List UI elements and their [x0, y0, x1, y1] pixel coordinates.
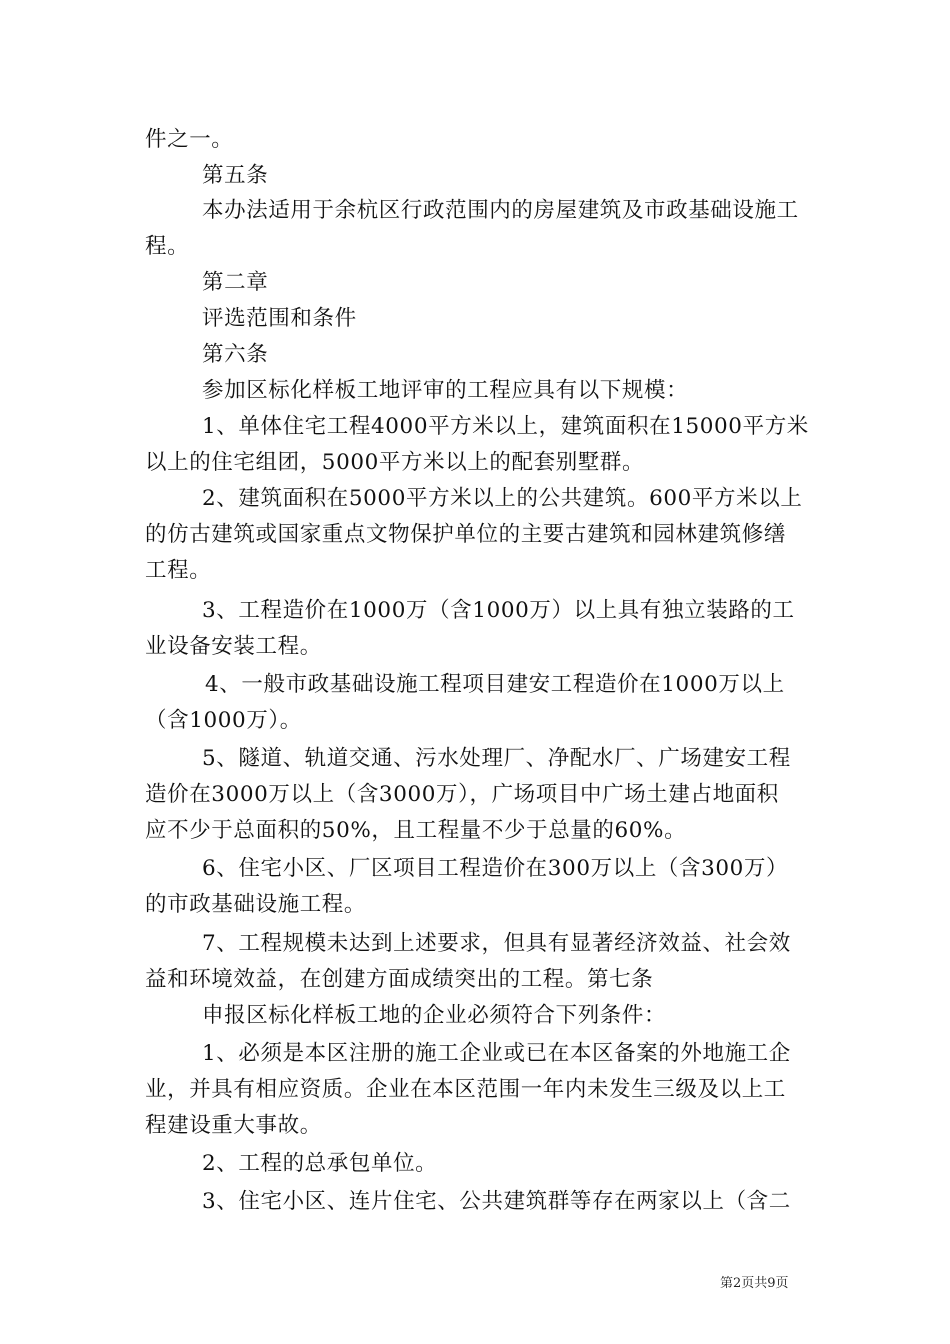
chapter-heading: 第二章 — [202, 270, 269, 295]
text-line: 5、隧道、轨道交通、污水处理厂、净配水厂、广场建安工程 — [202, 746, 791, 771]
text-line: 1、必须是本区注册的施工企业或已在本区备案的外地施工企 — [202, 1041, 791, 1066]
text-line: 业设备安装工程。 — [145, 634, 322, 659]
text-line: 程建设重大事故。 — [145, 1113, 322, 1138]
text-line: 1、单体住宅工程4000平方米以上，建筑面积在15000平方米 — [202, 414, 809, 439]
text-line: 益和环境效益，在创建方面成绩突出的工程。第七条 — [145, 967, 654, 992]
article-heading: 第五条 — [202, 163, 269, 188]
text-line: 工程。 — [145, 558, 212, 583]
text-line: 3、住宅小区、连片住宅、公共建筑群等存在两家以上（含二 — [202, 1189, 791, 1214]
text-line: 的市政基础设施工程。 — [145, 892, 367, 917]
text-line: 应不少于总面积的50%，且工程量不少于总量的60%。 — [145, 818, 687, 843]
text-line: 以上的住宅组团，5000平方米以上的配套别墅群。 — [145, 450, 645, 475]
text-line: 本办法适用于余杭区行政范围内的房屋建筑及市政基础设施工 — [202, 198, 799, 223]
text-line: 造价在3000万以上（含3000万），广场项目中广场土建占地面积 — [145, 782, 779, 807]
text-line: 参加区标化样板工地评审的工程应具有以下规模： — [202, 378, 689, 403]
text-line: 3、工程造价在1000万（含1000万）以上具有独立装路的工 — [202, 598, 795, 623]
text-line: 2、建筑面积在5000平方米以上的公共建筑。600平方米以上 — [202, 486, 803, 511]
text-line: 件之一。 — [145, 127, 234, 152]
text-line: （含1000万）。 — [145, 708, 302, 733]
text-line: 程。 — [145, 234, 190, 259]
page-number: 第2页共9页 — [720, 1276, 789, 1291]
text-line: 业，并具有相应资质。企业在本区范围一年内未发生三级及以上工 — [145, 1077, 786, 1102]
chapter-title: 评选范围和条件 — [202, 306, 357, 331]
text-line: 2、工程的总承包单位。 — [202, 1151, 438, 1176]
text-line: 7、工程规模未达到上述要求，但具有显著经济效益、社会效 — [202, 931, 791, 956]
text-line: 的仿古建筑或国家重点文物保护单位的主要古建筑和园林建筑修缮 — [145, 522, 786, 547]
article-heading: 第六条 — [202, 342, 269, 367]
text-line: 申报区标化样板工地的企业必须符合下列条件： — [202, 1003, 667, 1028]
text-line: 4、一般市政基础设施工程项目建安工程造价在1000万以上 — [205, 672, 785, 697]
text-line: 6、住宅小区、厂区项目工程造价在300万以上（含300万） — [202, 856, 789, 881]
